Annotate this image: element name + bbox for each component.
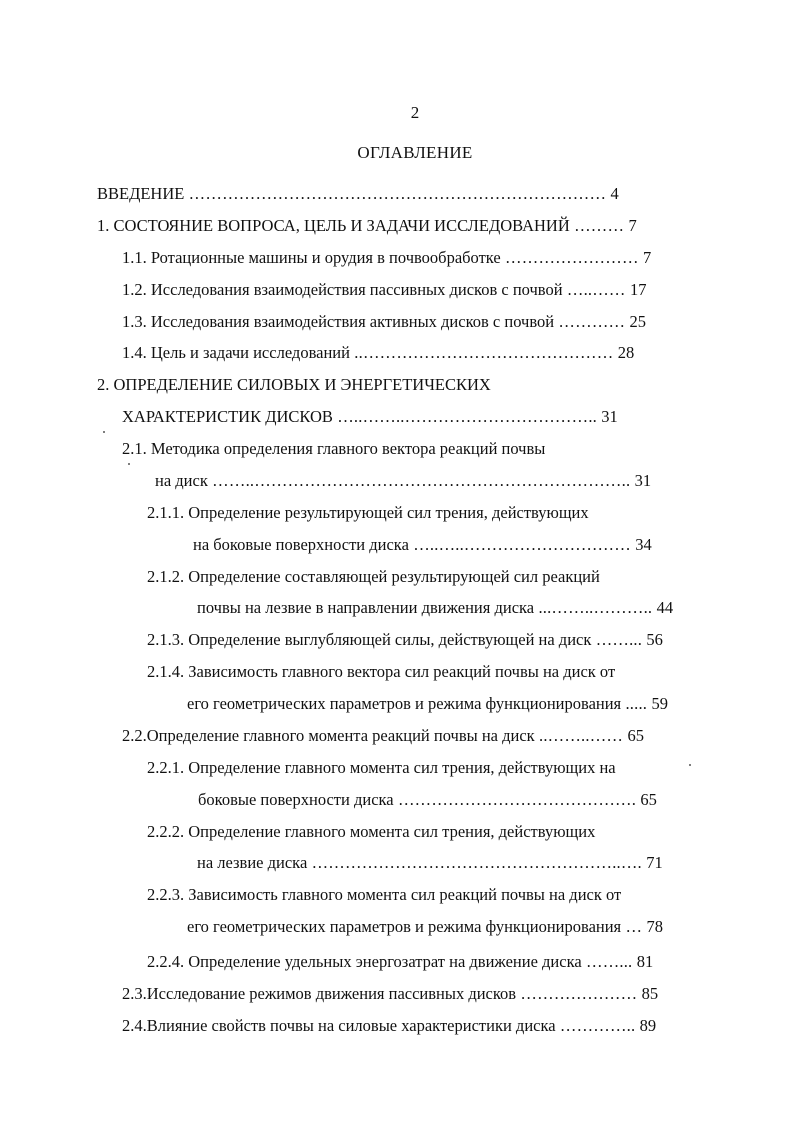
toc-entry-2-1-1-cont: на боковые поверхности диска …..…..………………………… 34: [193, 535, 652, 554]
toc-entry-1-1: 1.1. Ротационные машины и орудия в почвообработке …………………… 7: [122, 248, 652, 267]
toc-entry-2-4: 2.4.Влияние свойств почвы на силовые характеристики диска ………….. 89: [122, 1016, 657, 1035]
toc-entry-2-1-2-cont: почвы на лезвие в направлении движения диска ...……..……….. 44: [197, 598, 674, 617]
toc-entry-chapter-2-cont: ХАРАКТЕРИСТИК ДИСКОВ …..……..…………………………….. 31: [122, 407, 618, 426]
toc-entry-2-2-2: 2.2.2. Определение главного момента сил трения, действующих: [147, 822, 596, 841]
toc-entry-2-1-1: 2.1.1. Определение результирующей сил трения, действующих: [147, 503, 589, 522]
toc-entry-2-1-cont: на диск ……..………………………………………………………….. 31: [155, 471, 652, 490]
toc-entry-2-2-4: 2.2.4. Определение удельных энергозатрат на движение диска ……... 81: [147, 952, 654, 971]
toc-entry-chapter-2: 2. ОПРЕДЕЛЕНИЕ СИЛОВЫХ И ЭНЕРГЕТИЧЕСКИХ: [97, 375, 491, 394]
toc-entry-2-2-2-cont: на лезвие диска ………………………………………………..…. 71: [197, 853, 663, 872]
toc-entry-2-1-3: 2.1.3. Определение выглубляющей силы, действующей на диск ……... 56: [147, 630, 663, 649]
toc-entry-1-3: 1.3. Исследования взаимодействия активных дисков с почвой ………… 25: [122, 312, 647, 331]
page-number: 2: [410, 103, 420, 122]
toc-entry-2-3: 2.3.Исследование режимов движения пассивных дисков ………………… 85: [122, 984, 659, 1003]
scan-speck: [128, 463, 130, 465]
toc-entry-2-1-2: 2.1.2. Определение составляющей результирующей сил реакций: [147, 567, 600, 586]
toc-entry-2-2-1-cont: боковые поверхности диска ……………………………………. 65: [198, 790, 657, 809]
toc-entry-introduction: ВВЕДЕНИЕ ………………………………………………………………… 4: [97, 184, 619, 203]
toc-entry-chapter-1: 1. СОСТОЯНИЕ ВОПРОСА, ЦЕЛЬ И ЗАДАЧИ ИССЛЕДОВАНИЙ ……… 7: [97, 216, 637, 235]
toc-entry-2-2-1: 2.2.1. Определение главного момента сил трения, действующих на: [147, 758, 616, 777]
toc-entry-1-2: 1.2. Исследования взаимодействия пассивных дисков с почвой …..…… 17: [122, 280, 647, 299]
toc-entry-2-1-4: 2.1.4. Зависимость главного вектора сил реакций почвы на диск от: [147, 662, 616, 681]
scan-speck: [689, 764, 691, 766]
toc-entry-2-1: 2.1. Методика определения главного вектора реакций почвы: [122, 439, 546, 458]
toc-entry-2-2-3-cont: его геометрических параметров и режима функционирования … 78: [187, 917, 664, 936]
toc-entry-2-2-3: 2.2.3. Зависимость главного момента сил реакций почвы на диск от: [147, 885, 622, 904]
toc-entry-2-1-4-cont: его геометрических параметров и режима функционирования ..... 59: [187, 694, 668, 713]
toc-entry-2-2: 2.2.Определение главного момента реакций почвы на диск ..……..…… 65: [122, 726, 644, 745]
toc-entry-1-4: 1.4. Цель и задачи исследований ..……………………………………… 28: [122, 343, 635, 362]
scan-speck: [103, 431, 105, 433]
toc-heading: ОГЛАВЛЕНИЕ: [357, 143, 473, 162]
